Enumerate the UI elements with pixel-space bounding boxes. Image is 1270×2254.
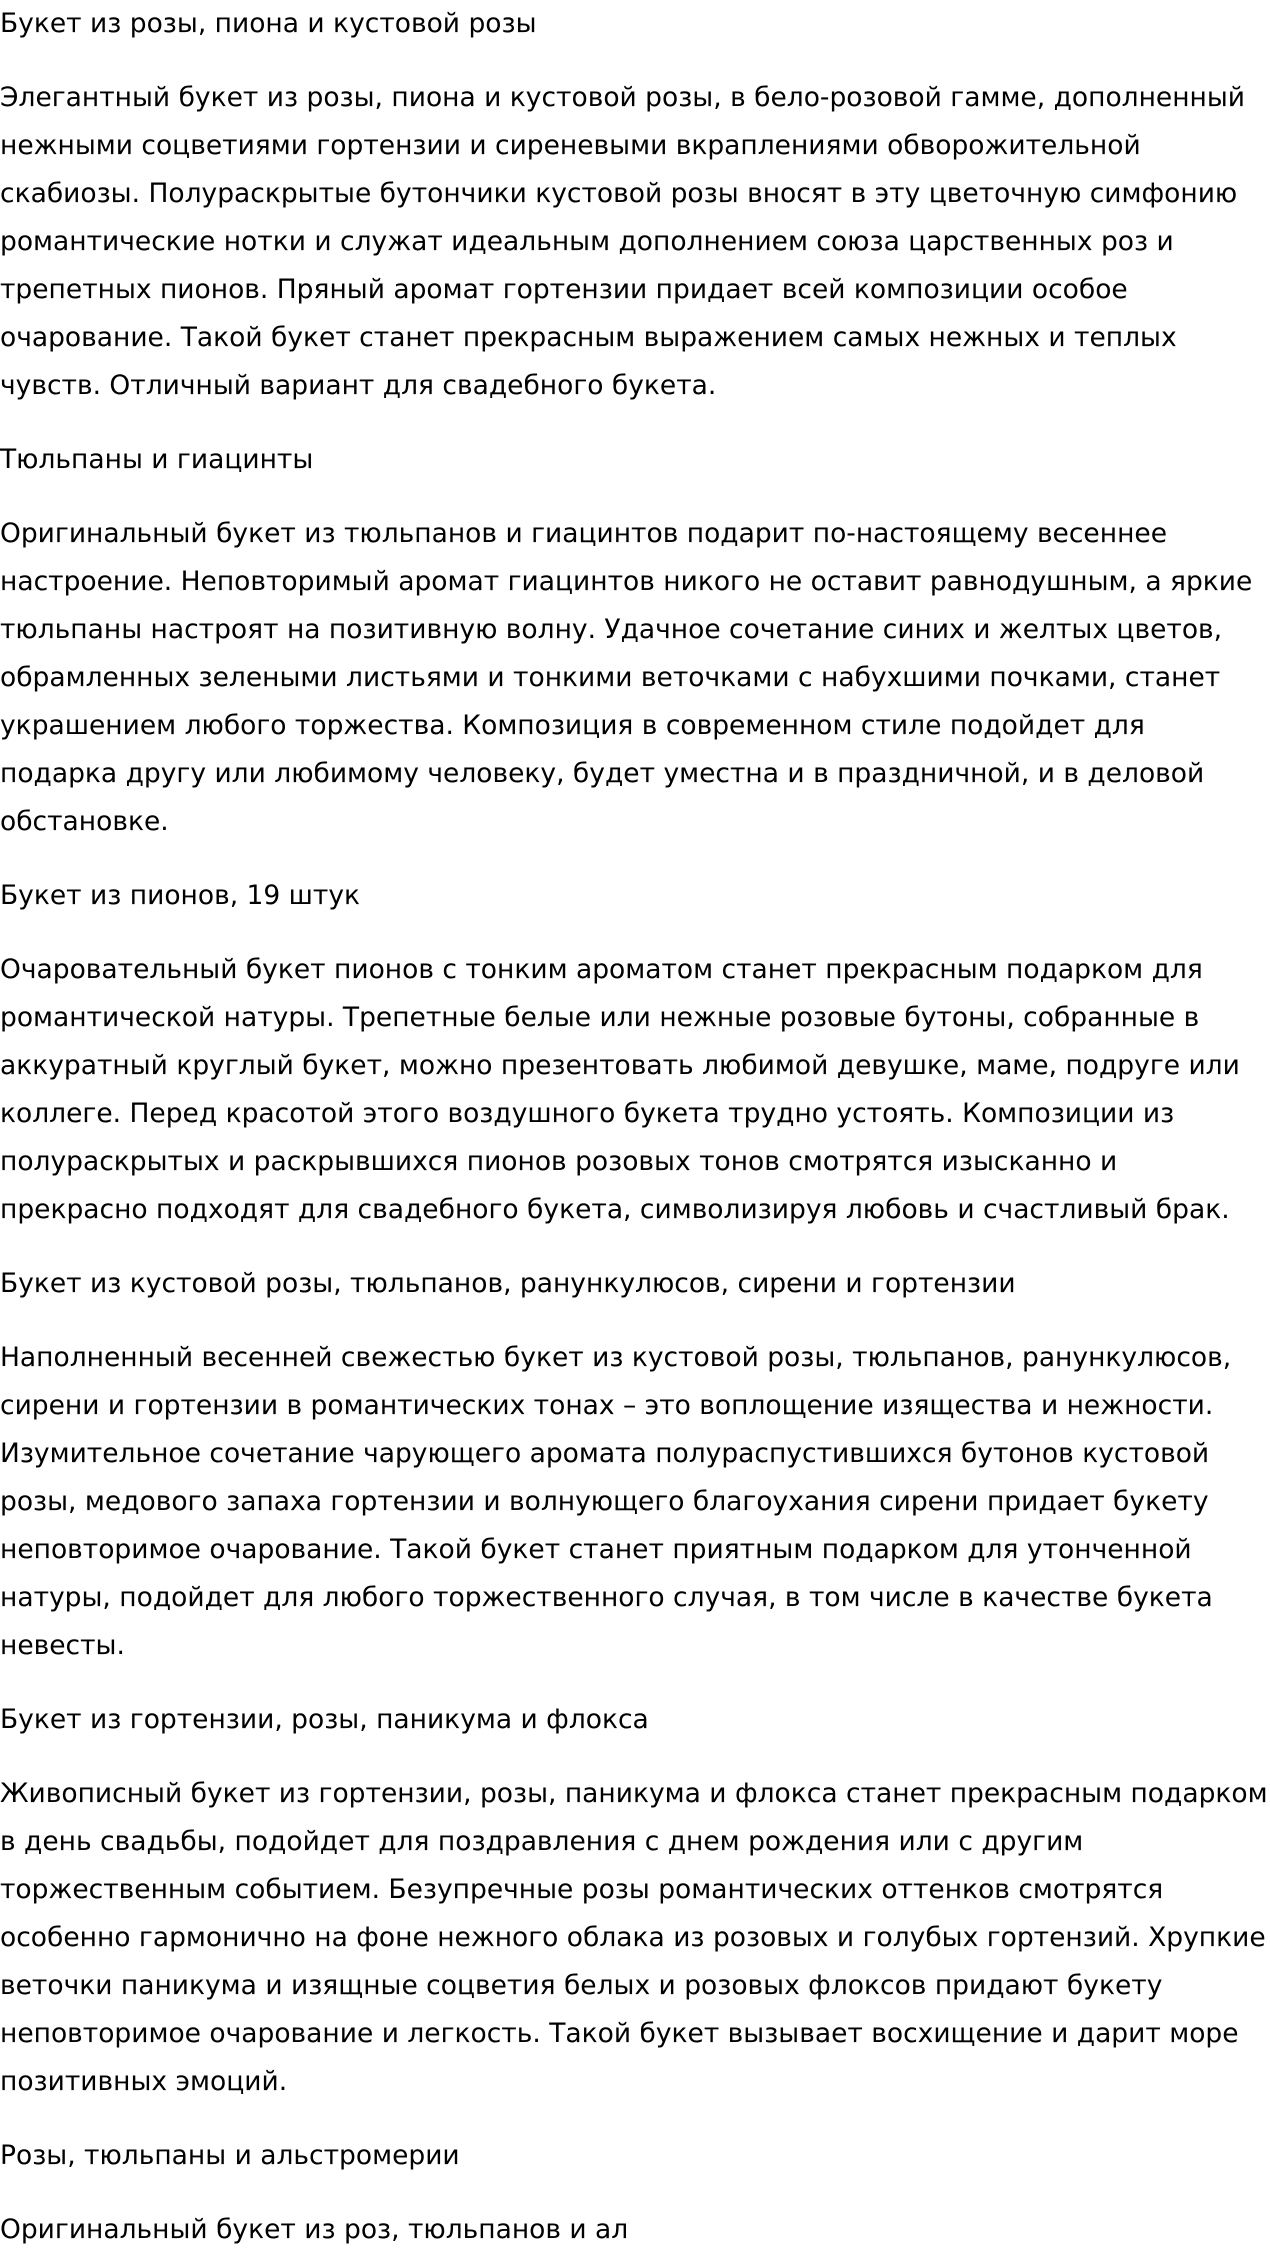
entry-title: Тюльпаны и гиацинты xyxy=(0,444,314,475)
entry-title: Букет из пионов, 19 штук xyxy=(0,880,361,911)
entry-description: Оригинальный букет из тюльпанов и гиацинтов подарит по-настоящему весеннее настроение. Неповторимый аромат гиацинтов никого не оставит равнодушным, а яркие тюльпаны настроят на позитивную волну. Удачное сочетание синих и желтых цветов, обрамленных зелеными листьями и тонкими веточками с набухшими почками, станет украшением любого торжества. Композиция в современном стиле подойдет для подарка другу или любимому человеку, будет уместна и в праздничной, и в деловой обстановке. xyxy=(0,518,1253,837)
entry-description: Элегантный букет из розы, пиона и кустовой розы, в бело-розовой гамме, дополненный нежными соцветиями гортензии и сиреневыми вкраплениями обворожительной скабиозы. Полураскрытые бутончики кустовой розы вносят в эту цветочную симфонию романтические нотки и служат идеальным дополнением союза царственных роз и трепетных пионов. Пряный аромат гортензии придает всей композиции особое очарование. Такой букет станет прекрасным выражением самых нежных и теплых чувств. Отличный вариант для свадебного букета. xyxy=(0,82,1246,401)
entry-1 xyxy=(0,0,1270,410)
entry-6 xyxy=(0,2132,1270,2254)
entry-title: Букет из кустовой розы, тюльпанов, ранункулюсов, сирени и гортензии xyxy=(0,1268,1016,1299)
entry-title: Букет из гортензии, розы, паникума и флокса xyxy=(0,1704,649,1735)
entry-title: Букет из розы, пиона и кустовой розы xyxy=(0,8,537,39)
entry-5 xyxy=(0,1696,1270,2106)
entry-description: Очаровательный букет пионов с тонким ароматом станет прекрасным подарком для романтической натуры. Трепетные белые или нежные розовые бутоны, собранные в аккуратный круглый букет, можно презентовать любимой девушке, маме, подруге или коллеге. Перед красотой этого воздушного букета трудно устоять. Композиции из полураскрытых и раскрывшихся пионов розовых тонов смотрятся изысканно и прекрасно подходят для свадебного букета, символизируя любовь и счастливый брак. xyxy=(0,954,1240,1225)
entry-title: Розы, тюльпаны и альстромерии xyxy=(0,2140,460,2171)
entry-description: Живописный букет из гортензии, розы, паникума и флокса станет прекрасным подарком в день свадьбы, подойдет для поздравления с днем рождения или с другим торжественным событием. Безупречные розы романтических оттенков смотрятся особенно гармонично на фоне нежного облака из розовых и голубых гортензий. Хрупкие веточки паникума и изящные соцветия белых и розовых флоксов придают букету неповторимое очарование и легкость. Такой букет вызывает восхищение и дарит море позитивных эмоций. xyxy=(0,1778,1268,2097)
entry-3 xyxy=(0,872,1270,1234)
entry-description: Оригинальный букет из роз, тюльпанов и ал xyxy=(0,2214,629,2245)
entry-4 xyxy=(0,1260,1270,1670)
entry-2 xyxy=(0,436,1270,846)
entry-description: Наполненный весенней свежестью букет из кустовой розы, тюльпанов, ранункулюсов, сирени и гортензии в романтических тонах – это воплощение изящества и нежности. Изумительное сочетание чарующего аромата полураспустившихся бутонов кустовой розы, медового запаха гортензии и волнующего благоухания сирени придает букету неповторимое очарование. Такой букет станет приятным подарком для утонченной натуры, подойдет для любого торжественного случая, в том числе в качестве букета невесты. xyxy=(0,1342,1232,1661)
